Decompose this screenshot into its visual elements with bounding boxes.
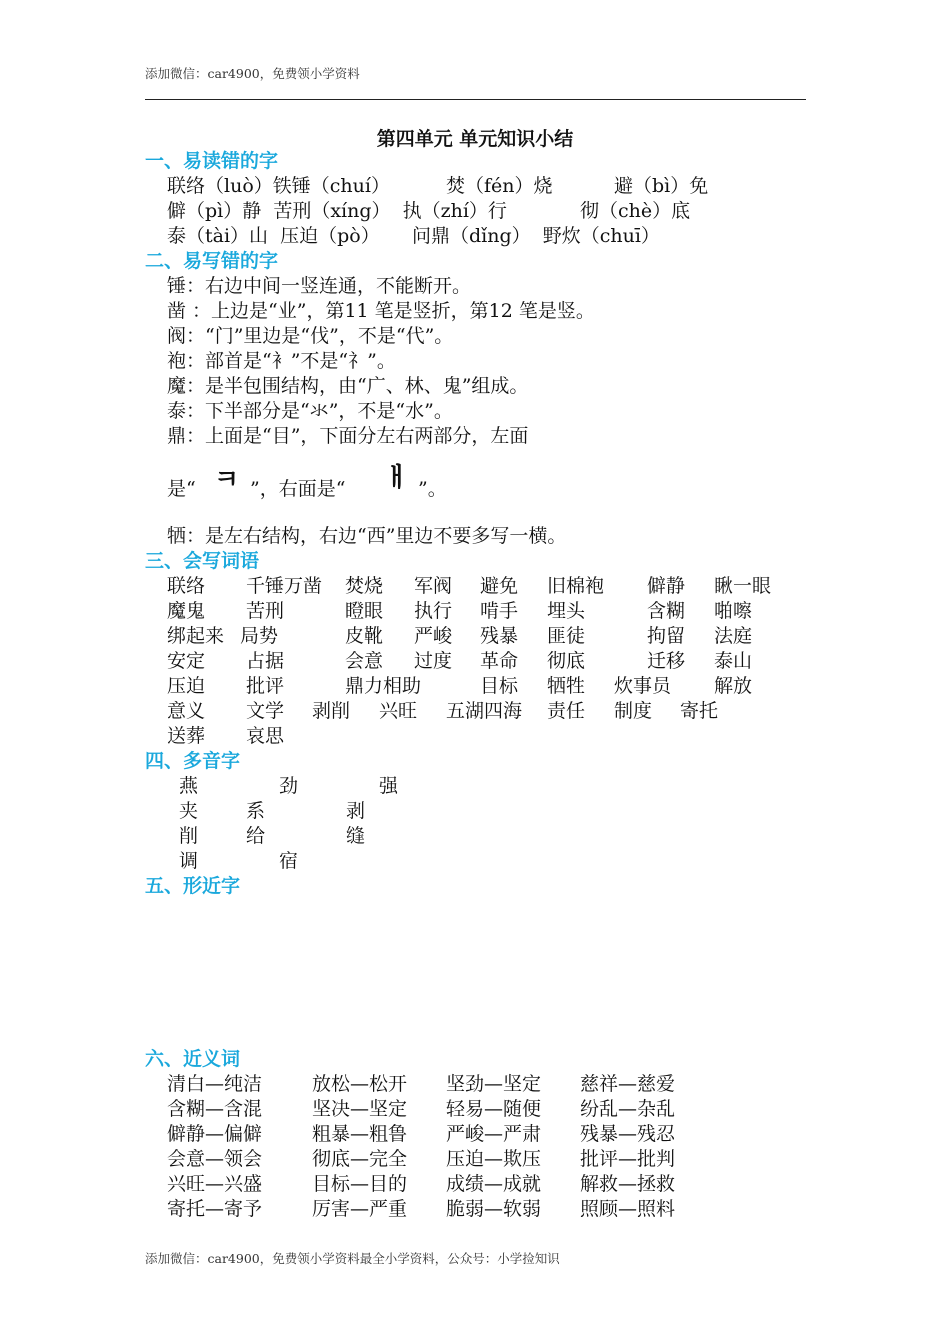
synonym-pair: 兴旺—兴盛 — [167, 1173, 263, 1195]
word: 解放 — [714, 675, 753, 697]
synonym-pair: 目标—目的 — [312, 1173, 408, 1195]
section-heading-4: 四、多音字 — [145, 750, 241, 772]
synonym-pair: 放松—松开 — [312, 1073, 408, 1095]
word: 五湖四海 — [446, 700, 523, 722]
word: 焚烧 — [345, 575, 384, 597]
synonym-pair: 坚劲—坚定 — [446, 1073, 542, 1095]
word: 瞪眼 — [345, 600, 384, 622]
word: 意义 — [167, 700, 206, 722]
polyphone-char: 劲 — [279, 775, 299, 797]
word: 剥削 — [312, 700, 351, 722]
synonym-pair: 寄托—寄予 — [167, 1198, 263, 1220]
synonym-pair: 彻底—完全 — [312, 1148, 408, 1170]
word: 安定 — [167, 650, 206, 672]
word: 目标 — [480, 675, 519, 697]
ding-left-component: ㅋ — [214, 465, 240, 495]
s2-line: 阀：“门”里边是“伐”，不是“代”。 — [167, 325, 454, 347]
synonym-pair: 轻易—随便 — [446, 1098, 542, 1120]
polyphone-char: 给 — [246, 825, 266, 847]
word: 僻静 — [647, 575, 686, 597]
polyphone-char: 强 — [379, 775, 399, 797]
s2-line: 泰：下半部分是“氺”，不是“水”。 — [167, 400, 453, 422]
polyphone-char: 宿 — [279, 850, 299, 872]
synonym-pair: 清白—纯洁 — [167, 1073, 263, 1095]
word: 苦刑 — [246, 600, 285, 622]
polyphone-char: 缝 — [346, 825, 366, 847]
synonym-pair: 厉害—严重 — [312, 1198, 408, 1220]
s2-line: 袍：部首是“衤”不是“礻”。 — [167, 350, 396, 372]
word: 严峻 — [414, 625, 453, 647]
synonym-pair: 会意—领会 — [167, 1148, 263, 1170]
word: 牺牲 — [547, 675, 586, 697]
word: 会意 — [345, 650, 384, 672]
word: 啪嚓 — [714, 600, 753, 622]
word: 千锤万凿 — [246, 575, 323, 597]
s2-ding-part-3: ”。 — [418, 478, 447, 500]
s2-ding-part-1: 是“ — [167, 478, 196, 500]
s1-line-2-b: 彻（chè）底 — [580, 200, 691, 222]
word: 埋头 — [547, 600, 586, 622]
polyphone-char: 夹 — [179, 800, 199, 822]
section-heading-2: 二、易写错的字 — [145, 250, 279, 272]
synonym-pair: 严峻—严肃 — [446, 1123, 542, 1145]
word: 泰山 — [714, 650, 753, 672]
s2-line: 魔：是半包围结构，由“广、林、鬼”组成。 — [167, 375, 529, 397]
s2-line: 锤：右边中间一竖连通，不能断开。 — [167, 275, 472, 297]
word: 占据 — [246, 650, 285, 672]
s1-line-2-a: 僻（pì）静 苦刑（xíng） 执（zhí）行 — [167, 200, 507, 222]
word: 啃手 — [480, 600, 519, 622]
synonym-pair: 压迫—欺压 — [446, 1148, 542, 1170]
s1-line-1-a: 联络（luò）铁锤（chuí） — [167, 175, 390, 197]
word: 联络 — [167, 575, 206, 597]
word: 压迫 — [167, 675, 206, 697]
polyphone-char: 调 — [179, 850, 199, 872]
s1-line-3-a: 泰（tài）山 压迫（pò） — [167, 225, 380, 247]
s1-line-3-b: 问鼎（dǐng） 野炊（chuī） — [412, 225, 660, 247]
word: 文学 — [246, 700, 285, 722]
word: 皮靴 — [345, 625, 384, 647]
polyphone-char: 燕 — [179, 775, 199, 797]
header-rule — [145, 99, 806, 100]
page-header: 添加微信：car4900，免费领小学资料 — [145, 66, 360, 81]
word: 执行 — [414, 600, 453, 622]
synonym-pair: 照顾—照料 — [580, 1198, 676, 1220]
section-heading-1: 一、易读错的字 — [145, 150, 279, 172]
polyphone-char: 剥 — [346, 800, 366, 822]
word: 拘留 — [647, 625, 686, 647]
s1-line-1-b: 焚（fén）烧 — [446, 175, 553, 197]
word: 鼎力相助 — [345, 675, 422, 697]
word: 过度 — [414, 650, 453, 672]
word: 避免 — [480, 575, 519, 597]
word: 寄托 — [680, 700, 719, 722]
section-heading-3: 三、会写词语 — [145, 550, 260, 572]
word: 炊事员 — [614, 675, 672, 697]
s2-line: 鼎：上面是“目”，下面分左右两部分，左面 — [167, 425, 529, 447]
word: 含糊 — [647, 600, 686, 622]
word: 责任 — [547, 700, 586, 722]
word: 匪徒 — [547, 625, 586, 647]
word: 彻底 — [547, 650, 586, 672]
word: 局势 — [240, 625, 279, 647]
synonym-pair: 粗暴—粗鲁 — [312, 1123, 408, 1145]
word: 残暴 — [480, 625, 519, 647]
word: 法庭 — [714, 625, 753, 647]
synonym-pair: 僻静—偏僻 — [167, 1123, 263, 1145]
word: 绑起来 — [167, 625, 225, 647]
page-title: 第四单元 单元知识小结 — [376, 128, 574, 150]
word: 批评 — [246, 675, 285, 697]
synonym-pair: 批评—批判 — [580, 1148, 676, 1170]
synonym-pair: 纷乱—杂乱 — [580, 1098, 676, 1120]
synonym-pair: 成绩—成就 — [446, 1173, 542, 1195]
synonym-pair: 解救—拯救 — [580, 1173, 676, 1195]
word: 制度 — [614, 700, 653, 722]
page-footer: 添加微信：car4900，免费领小学资料最全小学资料，公众号：小学捡知识 — [145, 1251, 560, 1266]
word: 送葬 — [167, 725, 206, 747]
synonym-pair: 脆弱—软弱 — [446, 1198, 542, 1220]
polyphone-char: 系 — [246, 800, 266, 822]
synonym-pair: 含糊—含混 — [167, 1098, 263, 1120]
polyphone-char: 削 — [179, 825, 199, 847]
word: 兴旺 — [379, 700, 418, 722]
synonym-pair: 残暴—残忍 — [580, 1123, 676, 1145]
word: 革命 — [480, 650, 519, 672]
word: 魔鬼 — [167, 600, 206, 622]
word: 军阀 — [414, 575, 453, 597]
s2-line: 牺：是左右结构，右边“西”里边不要多写一横。 — [167, 525, 567, 547]
s1-line-1-c: 避（bì）免 — [614, 175, 709, 197]
word: 旧棉袍 — [547, 575, 605, 597]
word: 哀思 — [246, 725, 285, 747]
s2-line: 凿 ：上边是“业”，第11 笔是竖折，第12 笔是竖。 — [167, 300, 595, 322]
section-heading-5: 五、形近字 — [145, 875, 241, 897]
word: 迁移 — [647, 650, 686, 672]
section-heading-6: 六、近义词 — [145, 1048, 241, 1070]
s2-ding-part-2: ”，右面是“ — [250, 478, 346, 500]
synonym-pair: 坚决—坚定 — [312, 1098, 408, 1120]
ding-right-component: ㅐ — [384, 463, 410, 493]
synonym-pair: 慈祥—慈爱 — [580, 1073, 676, 1095]
word: 瞅一眼 — [714, 575, 772, 597]
